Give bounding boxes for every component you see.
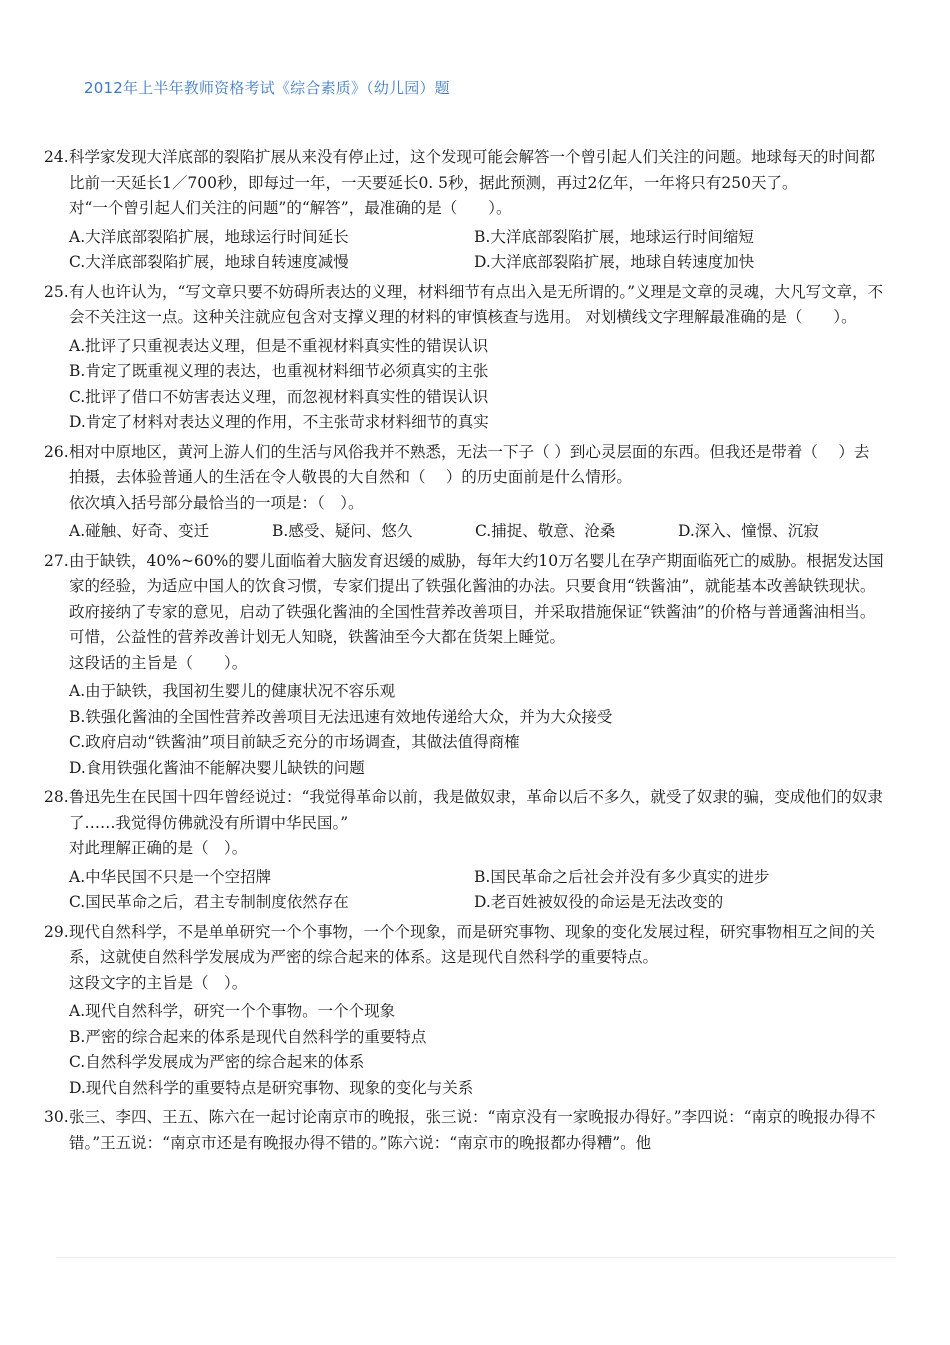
options [44,334,884,436]
option-a: A.大洋底部裂陷扩展，地球运行时间延长 [69,227,349,246]
option-d: D.大洋底部裂陷扩展，地球自转速度加快 [474,253,755,271]
option-c: C.大洋底部裂陷扩展，地球自转速度减慢 [69,253,349,271]
options [44,519,884,545]
question-number: 27. [44,551,69,570]
question-25 [44,280,884,436]
question-number: 25. [44,282,69,301]
question-29 [44,920,884,1102]
question-stem: 张三、李四、王五、陈六在一起讨论南京市的晚报，张三说：“南京没有一家晚报办得好。”李四说：“南京的晚报办得不错。”王五说：“南京市还是有晚报办得不错的。”陈六说：“南京市的晚报都办得糟”。他 [69,1108,876,1152]
question-stem: 有人也许认为，“写文章只要不妨碍所表达的义理，材料细节有点出入是无所谓的。”义理是文章的灵魂，大凡写文章，不会不关注这一点。这种关注就应包含对支撑义理的材料的审慎核查与选用。 对划横线文字理解最准确的是（ ）。 [69,282,884,326]
option-a: A.由于缺铁，我国初生婴儿的健康状况不容乐观 [69,682,396,700]
question-stem: 科学家发现大洋底部的裂陷扩展从来没有停止过，这个发现可能会解答一个曾引起人们关注的问题。地球每天的时间都比前一天延长1／700秒，即每过一年，一天要延长0. 5秒，据此预测，再过2亿年，一年将只有250天了。 [69,148,876,192]
question-27 [44,549,884,782]
question-26 [44,440,884,545]
question-prompt: 对“一个曾引起人们关注的问题”的“解答”，最准确的是（ ）。 [69,199,512,217]
option-d: D.深入、憧憬、沉寂 [678,522,819,540]
option-d: D.现代自然科学的重要特点是研究事物、现象的变化与关系 [69,1078,474,1097]
question-stem: 相对中原地区，黄河上游人们的生活与风俗我并不熟悉，无法一下子（ ）到心灵层面的东西。但我还是带着（ ）去拍摄，去体验普通人的生活在令人敬畏的大自然和（ ）的历史面前是什么情形。 [69,442,870,486]
options [44,225,884,276]
option-d: D.食用铁强化酱油不能解决婴儿缺铁的问题 [69,758,365,777]
option-a: A.批评了只重视表达义理，但是不重视材料真实性的错误认识 [69,336,489,355]
question-prompt: 这段文字的主旨是（ ）。 [69,973,248,992]
option-b: B.严密的综合起来的体系是现代自然科学的重要特点 [69,1027,427,1046]
question-number: 30. [44,1108,69,1126]
option-b: B.肯定了既重视义理的表达，也重视材料细节必须真实的主张 [69,362,489,380]
option-b: B.国民革命之后社会并没有多少真实的进步 [474,867,770,886]
option-c: C.自然科学发展成为严密的综合起来的体系 [69,1053,365,1071]
option-c: C.捕捉、敬意、沧桑 [475,522,616,540]
question-prompt: 这段话的主旨是（ ）。 [69,653,248,672]
option-b: B.感受、疑问、悠久 [272,522,413,540]
option-c: C.批评了借口不妨害表达义理，而忽视材料真实性的错误认识 [69,387,489,406]
option-b: B.铁强化酱油的全国性营养改善项目无法迅速有效地传递给大众，并为大众接受 [69,707,613,726]
question-30 [44,1105,884,1156]
question-prompt: 对此理解正确的是（ ）。 [69,839,248,857]
question-prompt: 依次填入括号部分最恰当的一项是：（ ）。 [69,493,364,512]
options [44,865,884,916]
question-stem: 现代自然科学，不是单单研究一个个事物，一个个现象，而是研究事物、现象的变化发展过程，研究事物相互之间的关系，这就使自然科学发展成为严密的综合起来的体系。这是现代自然科学的重要特点。 [69,922,876,966]
option-d: D.老百姓被奴役的命运是无法改变的 [474,893,724,911]
question-number: 24. [44,148,69,166]
question-28 [44,785,884,916]
option-a: A.碰触、好奇、变迁 [69,522,210,540]
question-number: 26. [44,442,69,461]
page-header-title: 2012年上半年教师资格考试《综合素质》（幼儿园）题 [84,79,450,97]
option-b: B.大洋底部裂陷扩展，地球运行时间缩短 [474,227,754,246]
question-number: 29. [44,922,69,941]
question-stem: 由于缺铁，40%~60%的婴儿面临着大脑发育迟缓的威胁，每年大约10万名婴儿在孕产期面临死亡的威胁。根据发达国家的经验，为适应中国人的饮食习惯，专家们提出了铁强化酱油的办法。只要食用“铁酱油”，就能基本改善缺铁现状。政府接纳了专家的意见，启动了铁强化酱油的全国性营养改善项目，并采取措施保证“铁酱油”的价格与普通酱油相当。可惜，公益性的营养改善计划无人知晓，铁酱油至今大都在货架上睡觉。 [69,551,884,646]
page-divider [56,1257,896,1258]
options [44,679,884,781]
option-a: A.中华民国不只是一个空招牌 [69,867,272,886]
question-list [44,145,884,1160]
question-number: 28. [44,788,69,806]
option-c: C.国民革命之后，君主专制制度依然存在 [69,893,349,911]
option-d: D.肯定了材料对表达义理的作用，不主张苛求材料细节的真实 [69,413,489,431]
question-stem: 鲁迅先生在民国十四年曾经说过：“我觉得革命以前，我是做奴隶，革命以后不多久，就受了奴隶的骗，变成他们的奴隶了……我觉得仿佛就没有所谓中华民国。” [69,788,883,832]
options [44,999,884,1101]
option-a: A.现代自然科学，研究一个个事物。一个个现象 [69,1002,396,1020]
option-c: C.政府启动“铁酱油”项目前缺乏充分的市场调查，其做法值得商榷 [69,733,520,751]
question-24 [44,145,884,276]
